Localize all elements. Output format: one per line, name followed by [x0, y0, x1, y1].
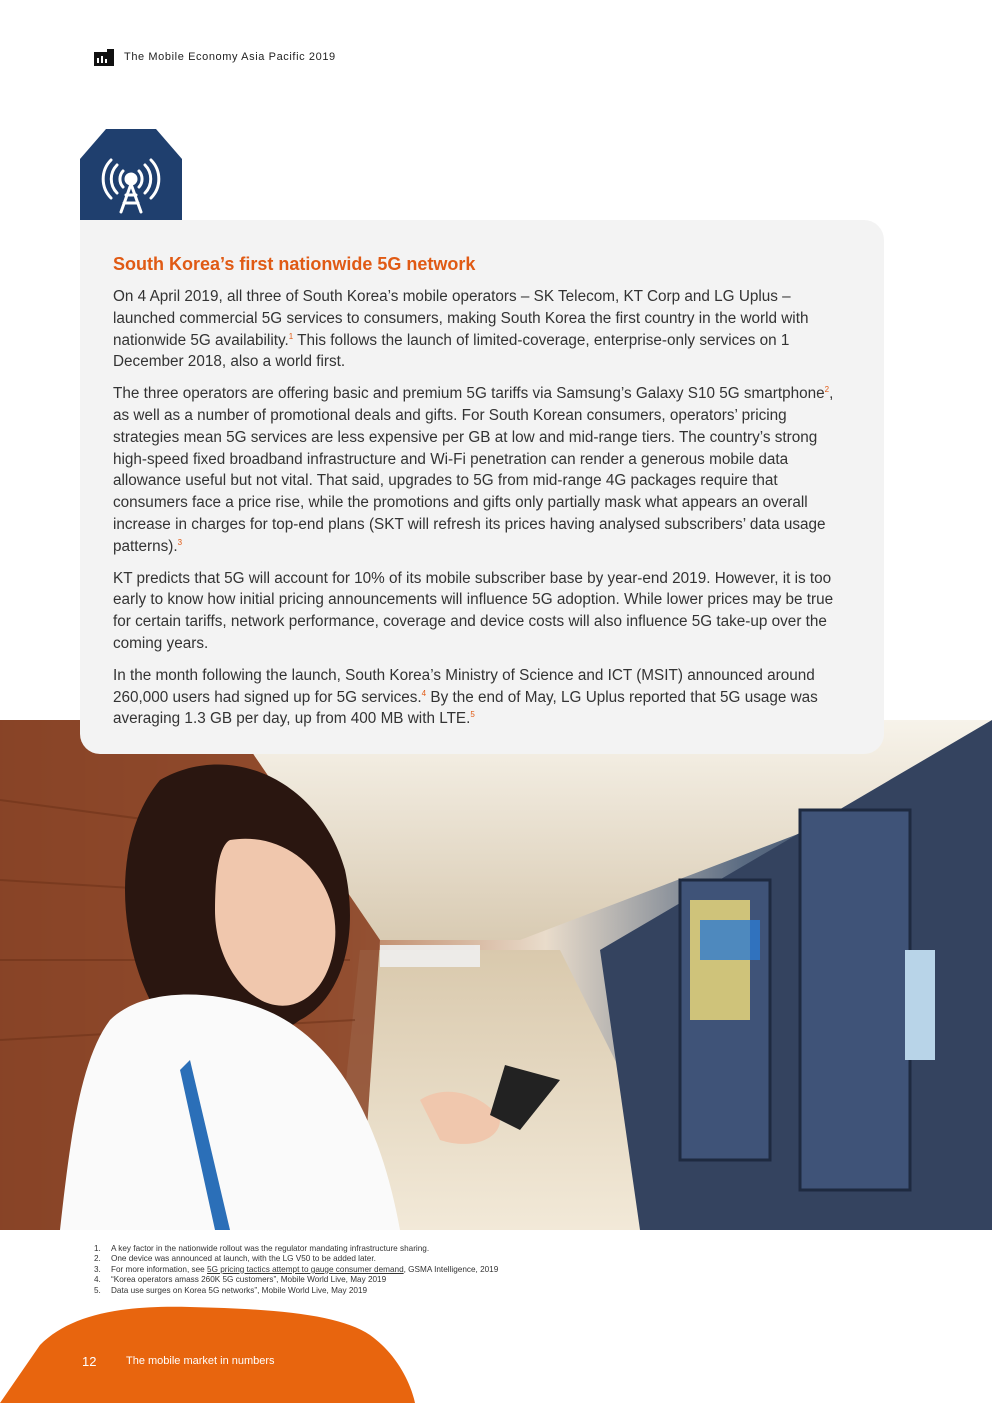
footnote-ref-5[interactable]: 5 [470, 710, 475, 720]
footnote-ref-3[interactable]: 3 [177, 537, 183, 547]
paragraph-1: On 4 April 2019, all three of South Korea’s mobile operators – SK Telecom, KT Corp and LG Uplus – launched commercial 5G services to consumers, making South Korea the first country in the world with nationwide 5G availability.$^1$ This follows the launch of limited-coverage, enterprise-only services on 1 December 2018, also a world first. [113, 288, 809, 371]
publication-title: The Mobile Economy Asia Pacific 2019 [124, 51, 336, 63]
paragraph-3: KT predicts that 5G will account for 10% of its mobile subscriber base by year-end 2019. However, it is too early to know how initial pricing announcements will influence 5G adoption. While lower prices may be true for certain tariffs, network performance, coverage and device costs will also influence 5G take-up over the coming years. [113, 569, 834, 652]
footnote-1: 1. A key factor in the nationwide rollout was the regulator mandating infrastructure sharing. [94, 1244, 430, 1253]
paragraph-2: The three operators are offering basic and premium 5G tariffs via Samsung’s Galaxy S10 5G smartphone$^2$, as well as a number of promotional deals and gifts. For South Korean consumers, operators’ pricing strategies mean 5G services are less expensive per GB at low and mid-range tiers. The country’s strong high-speed fixed broadband infrastructure and Wi-Fi penetration can render a generous mobile data allowance useful but not vital. That said, upgrades to 5G from mid-range 4G packages require that consumers face a price rise, while the promotions and gifts only partially mask what appears an overall increase in charges for top-end plans (SKT will refresh its prices having analysed subscribers’ data usage patterns).$^3$ [113, 385, 834, 555]
paragraph-4: In the month following the launch, South Korea’s Ministry of Science and ICT (MSIT) announced around 260,000 users had signed up for 5G services.$^4$ By the end of May, LG Uplus reported that 5G usage was averaging 1.3 GB per day, up from 400 MB with LTE.$^5$ [113, 666, 818, 728]
footnote-ref-2[interactable]: 2 [824, 385, 830, 395]
footer-orange-shape [0, 1305, 420, 1403]
section-name: The mobile market in numbers [126, 1355, 275, 1367]
report-logo-icon [94, 49, 114, 66]
footnotes [94, 1244, 794, 1296]
antenna-badge [80, 129, 182, 220]
footnote-4: 4. “Korea operators amass 260K 5G customers”, Mobile World Live, May 2019 [94, 1275, 387, 1285]
footnote-5: 5. Data use surges on Korea 5G networks”, Mobile World Live, May 2019 [94, 1285, 368, 1295]
card-title: South Korea’s first nationwide 5G network [113, 254, 476, 274]
footnote-2: 2. One device was announced at launch, with the LG V50 to be added later. [94, 1254, 376, 1264]
page-number: 12 [82, 1354, 97, 1369]
page-header [94, 48, 336, 66]
footnote-3: 3. For more information, see 5G pricing tactics attempt to gauge consumer demand, GSMA Intelligence, 2019 [94, 1264, 499, 1274]
subway-platform-photo [0, 720, 992, 1230]
footnote-3-link[interactable]: 5G pricing tactics attempt to gauge consumer demand [207, 1264, 404, 1274]
case-study-card [80, 220, 884, 754]
footnote-ref-4[interactable]: 4 [421, 688, 427, 698]
footnote-ref-1[interactable]: 1 [288, 331, 294, 341]
